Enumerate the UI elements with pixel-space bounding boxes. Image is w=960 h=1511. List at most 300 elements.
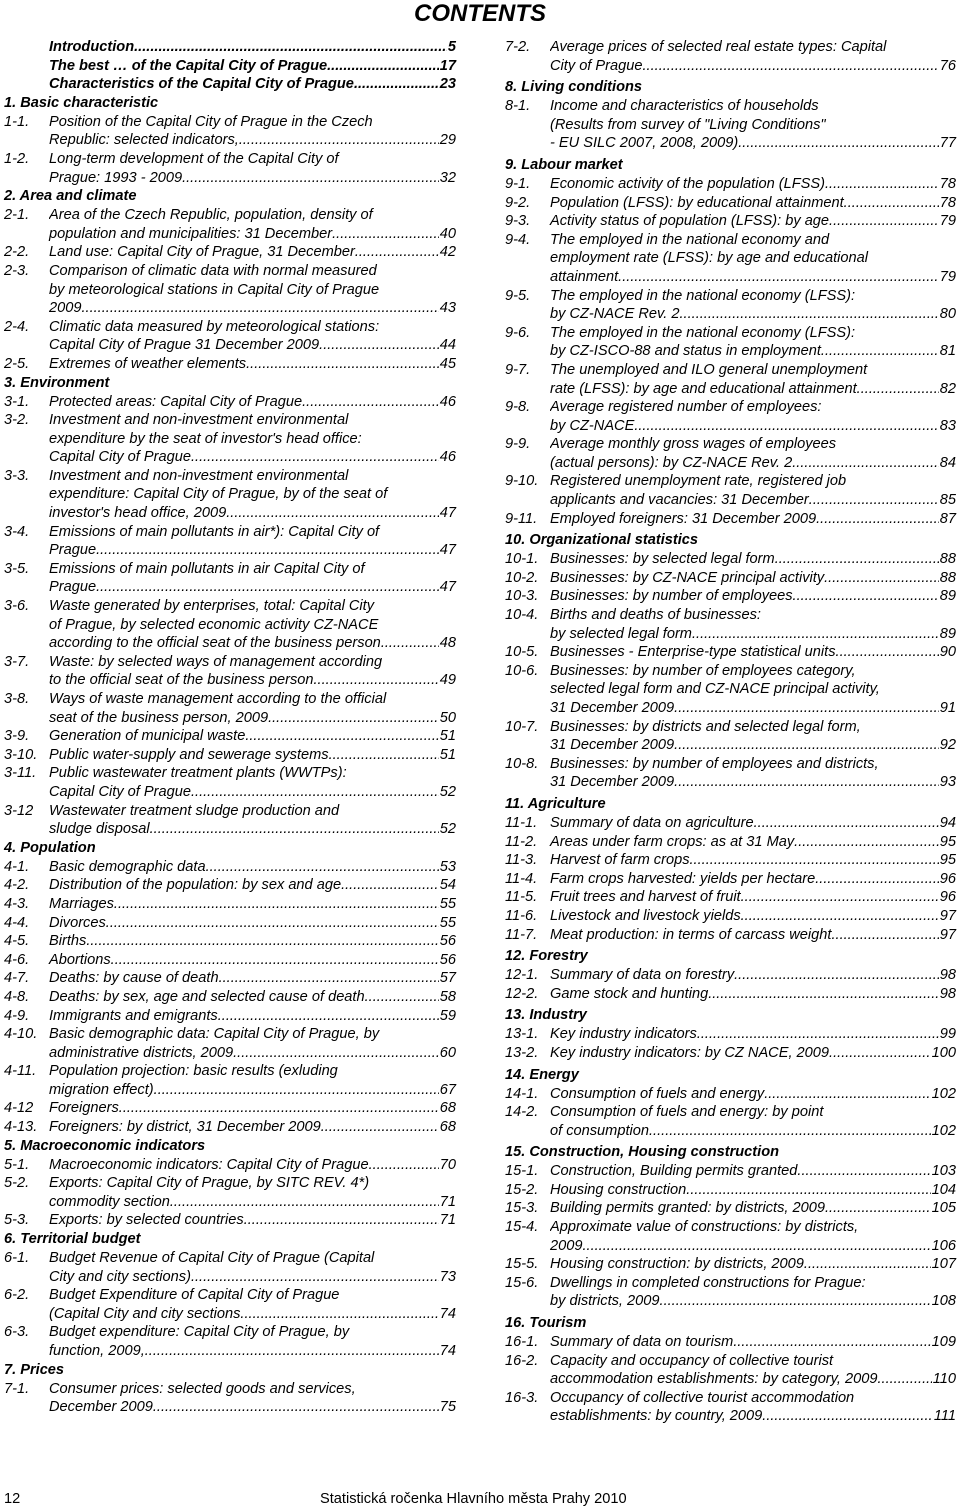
toc-entry[interactable] — [4, 895, 456, 914]
dot-leader — [319, 336, 439, 355]
toc-entry[interactable] — [505, 833, 956, 852]
page-number: 32 — [439, 169, 456, 186]
entry-title-text: Businesses: by CZ-NACE principal activity — [550, 569, 825, 586]
entry-title-line: of Prague, by selected economic activity CZ-NACE — [49, 616, 379, 633]
dot-leader — [754, 814, 939, 833]
entry-title-line — [550, 699, 956, 718]
page-number: 85 — [939, 492, 956, 509]
toc-entry[interactable] — [4, 393, 456, 412]
entry-title-line — [49, 225, 456, 244]
toc-entry[interactable] — [505, 926, 956, 945]
toc-entry[interactable] — [4, 1286, 456, 1323]
toc-entry[interactable] — [4, 1025, 456, 1062]
toc-entry[interactable] — [505, 755, 956, 792]
toc-entry[interactable] — [4, 113, 456, 150]
entry-title-line — [550, 1181, 956, 1200]
toc-entry[interactable] — [4, 1007, 456, 1026]
toc-entry[interactable] — [4, 914, 456, 933]
entry-title-line — [49, 243, 456, 262]
entry-number: 9-10. — [505, 473, 539, 490]
dot-leader — [674, 736, 939, 755]
dot-leader — [246, 355, 439, 374]
dot-leader — [741, 888, 939, 907]
toc-entry[interactable] — [505, 361, 956, 398]
dot-leader — [857, 380, 939, 399]
toc-entry[interactable] — [505, 1255, 956, 1274]
entry-title-line — [550, 851, 956, 870]
entry-body — [550, 194, 956, 213]
toc-entry[interactable] — [505, 870, 956, 889]
entry-title-line — [49, 932, 456, 951]
entry-title-text: Population (LFSS): by educational attainment — [550, 194, 844, 211]
entry-number: 6-1. — [4, 1250, 30, 1267]
toc-entry[interactable] — [505, 966, 956, 985]
toc-entry[interactable] — [4, 802, 456, 839]
entry-body — [49, 1062, 456, 1099]
toc-entry[interactable] — [4, 858, 456, 877]
entry-body — [550, 1389, 956, 1426]
entry-number: 5-2. — [4, 1175, 30, 1192]
entry-title-line — [49, 1342, 456, 1361]
toc-entry[interactable] — [505, 435, 956, 472]
page-number: 82 — [939, 380, 956, 397]
entry-title-line — [49, 1305, 456, 1324]
page-number: 89 — [939, 625, 956, 642]
entry-title-text: according to the official seat of the business person — [49, 635, 381, 652]
page-number: 47 — [439, 579, 456, 596]
page-number: 73 — [439, 1268, 456, 1285]
toc-entry[interactable] — [4, 560, 456, 597]
toc-entry[interactable] — [505, 1044, 956, 1063]
dot-leader — [664, 1292, 931, 1311]
page-number: 51 — [439, 728, 456, 745]
entry-body — [49, 57, 456, 76]
entry-title-text: by districts, 2009. — [550, 1293, 664, 1310]
entry-title-line — [49, 504, 456, 523]
entry-number: 3-1. — [4, 393, 30, 410]
entry-title-line: Position of the Capital City of Prague in the Czech — [49, 113, 373, 130]
entry-number: 10-7. — [505, 718, 539, 735]
entry-body — [550, 435, 956, 472]
toc-entry[interactable] — [505, 1389, 956, 1426]
entry-title-text: Exports: by selected countries — [49, 1212, 244, 1229]
entry-number: 1-1. — [4, 113, 30, 130]
entry-title-line — [49, 1007, 456, 1026]
toc-entry[interactable] — [4, 411, 456, 467]
entry-number: 11-6. — [505, 907, 538, 924]
entry-body — [550, 1352, 956, 1389]
page-number: 23 — [439, 76, 456, 93]
entry-title-line — [49, 448, 456, 467]
toc-entry[interactable] — [4, 1211, 456, 1230]
entry-body — [550, 888, 956, 907]
entry-number: 3-3. — [4, 467, 30, 484]
entry-title-line: Investment and non-investment environmental — [49, 467, 349, 484]
entry-title-line — [550, 1162, 956, 1181]
entry-title-text: applicants and vacancies: 31 December — [550, 492, 809, 509]
section-heading: 10. Organizational statistics — [505, 532, 699, 549]
page-number: 100 — [931, 1044, 956, 1061]
dot-leader — [327, 57, 439, 76]
entry-title-line — [49, 1193, 456, 1212]
entry-number: 3-5. — [4, 560, 30, 577]
toc-entry[interactable] — [505, 1218, 956, 1255]
toc-entry[interactable] — [4, 1380, 456, 1417]
entry-title-text: migration effect) — [49, 1081, 154, 1098]
toc-entry[interactable] — [505, 907, 956, 926]
entry-body — [49, 1118, 456, 1137]
toc-entry[interactable] — [505, 1352, 956, 1389]
toc-entry[interactable] — [505, 814, 956, 833]
entry-body — [550, 985, 956, 1004]
toc-entry[interactable] — [4, 523, 456, 560]
toc-entry[interactable] — [505, 231, 956, 287]
toc-entry[interactable] — [505, 569, 956, 588]
section-heading: 7. Prices — [4, 1361, 65, 1378]
toc-entry[interactable] — [505, 324, 956, 361]
entry-title-text: 31 December 2009 — [550, 737, 675, 754]
dot-leader — [642, 57, 938, 76]
dot-leader — [649, 1122, 931, 1141]
entry-number: 9-7. — [505, 361, 531, 378]
entry-title-text: Summary of data on tourism — [550, 1334, 734, 1351]
entry-body — [49, 653, 456, 690]
page-number: 56 — [439, 951, 456, 968]
toc-entry[interactable] — [505, 510, 956, 529]
toc-entry[interactable] — [4, 150, 456, 187]
page-number: 98 — [939, 967, 956, 984]
page-number: 68 — [439, 1100, 456, 1117]
entry-number: 2-4. — [4, 318, 30, 335]
toc-entry[interactable] — [4, 1118, 456, 1137]
toc-entry[interactable] — [4, 1156, 456, 1175]
entry-body — [550, 1085, 956, 1104]
toc-entry[interactable] — [4, 262, 456, 318]
entry-number: 4-11. — [4, 1063, 37, 1080]
dot-leader — [686, 1181, 930, 1200]
dot-leader — [354, 75, 439, 94]
entry-title-line — [49, 57, 456, 76]
toc-entry[interactable] — [505, 643, 956, 662]
entry-title-line — [49, 727, 456, 746]
toc-entry[interactable] — [505, 287, 956, 324]
entry-title-line — [550, 1044, 956, 1063]
dot-leader — [106, 914, 439, 933]
entry-title-line: Consumption of fuels and energy: by point — [550, 1104, 824, 1121]
entry-title-line — [49, 914, 456, 933]
toc-entry[interactable] — [4, 206, 456, 243]
toc-entry[interactable] — [4, 318, 456, 355]
toc-entry[interactable] — [4, 932, 456, 951]
entry-body — [550, 398, 956, 435]
entry-number: 4-6. — [4, 951, 30, 968]
entry-body — [49, 1007, 456, 1026]
page-number: 97 — [939, 926, 956, 943]
toc-entry[interactable] — [4, 355, 456, 374]
entry-title-line — [550, 1255, 956, 1274]
entry-number: 16-2. — [505, 1352, 539, 1369]
entry-number: 4-8. — [4, 988, 30, 1005]
toc-entry[interactable] — [4, 57, 456, 76]
entry-title-text: Housing construction — [550, 1181, 687, 1198]
entry-title-line — [550, 1370, 956, 1389]
dot-leader — [114, 895, 439, 914]
entry-number: 11-4. — [505, 870, 538, 887]
toc-entry[interactable] — [505, 587, 956, 606]
entry-title-text: Divorces — [49, 914, 106, 931]
page-number: 60 — [439, 1044, 456, 1061]
entry-title-text: Livestock and livestock yields — [550, 907, 741, 924]
entry-number: 9-6. — [505, 324, 531, 341]
entry-title-text: Deaths: by sex, age and selected cause of death — [49, 988, 365, 1005]
entry-title-line: Ways of waste management according to the official — [49, 691, 387, 707]
entry-number: 4-12 — [4, 1100, 34, 1117]
entry-number: 10-8. — [505, 755, 539, 772]
entry-number: 7-2. — [505, 39, 531, 55]
entry-title-text: attainment — [550, 268, 619, 285]
entry-title-line: Budget Revenue of Capital City of Prague (Capital — [49, 1250, 375, 1267]
section-heading: 12. Forestry — [505, 948, 588, 965]
entry-body — [49, 318, 456, 355]
section-heading: 8. Living conditions — [505, 79, 643, 96]
entry-title-text: Summary of data on agriculture — [550, 814, 754, 831]
page-number: 102 — [931, 1122, 956, 1139]
entry-body — [49, 206, 456, 243]
entry-number: 9-1. — [505, 175, 531, 192]
toc-entry[interactable] — [505, 472, 956, 509]
entry-title-line — [49, 1268, 456, 1287]
toc-entry[interactable] — [505, 1162, 956, 1181]
entry-body — [550, 833, 956, 852]
toc-entry[interactable] — [4, 1323, 456, 1360]
page-number: 109 — [931, 1334, 956, 1351]
entry-number: 10-2. — [505, 569, 539, 586]
page-number: 70 — [439, 1156, 456, 1173]
entry-number: 13-1. — [505, 1026, 539, 1043]
toc-entry[interactable] — [4, 988, 456, 1007]
toc-entry[interactable] — [505, 175, 956, 194]
entry-body — [49, 746, 456, 765]
toc-entry[interactable] — [505, 1103, 956, 1140]
toc-entry[interactable] — [4, 764, 456, 801]
entry-title-line — [550, 1199, 956, 1218]
toc-entry[interactable] — [505, 1025, 956, 1044]
entry-number: 12-1. — [505, 967, 539, 984]
entry-title-line: Businesses: by number of employees and districts, — [550, 755, 879, 772]
entry-title-line — [550, 587, 956, 606]
entry-title-line: Population projection: basic results (exluding — [49, 1063, 338, 1080]
entry-title-line: Investment and non-investment environmental — [49, 412, 349, 429]
dot-leader — [191, 448, 439, 467]
toc-column-right — [505, 38, 956, 1426]
dot-leader — [825, 1199, 931, 1218]
entry-title-line: Wastewater treatment sludge production and — [49, 802, 340, 819]
entry-title-text: population and municipalities: 31 December — [49, 225, 333, 242]
entry-number: 11-7. — [505, 926, 538, 943]
entry-title-line — [49, 988, 456, 1007]
entry-title-text: December 2009 — [49, 1399, 153, 1416]
entry-title-text: Introduction — [49, 39, 135, 55]
entry-title-line — [550, 134, 956, 153]
toc-entry[interactable] — [505, 38, 956, 75]
entry-title-text: Businesses: by selected legal form — [550, 551, 775, 568]
entry-number: 8-1. — [505, 98, 531, 115]
entry-title-line — [550, 736, 956, 755]
entry-title-text: 31 December 2009 — [550, 700, 675, 716]
entry-title-text: Businesses - Enterprise-type statistical units — [550, 644, 836, 661]
entry-title-line — [550, 833, 956, 852]
page-number: 102 — [931, 1085, 956, 1102]
page-number: 96 — [939, 870, 956, 887]
entry-title-line: Budget expenditure: Capital City of Prague, by — [49, 1324, 350, 1341]
page-number: 97 — [939, 907, 956, 924]
entry-number: 3-6. — [4, 598, 30, 615]
entry-title-text: Prague — [49, 579, 97, 596]
entry-title-line — [49, 895, 456, 914]
entry-body — [49, 895, 456, 914]
dot-leader — [775, 550, 939, 569]
entry-body — [550, 472, 956, 509]
dot-leader — [244, 1211, 439, 1230]
entry-title-text: Foreigners: by district, 31 December 2009 — [49, 1119, 321, 1136]
toc-entry[interactable] — [505, 606, 956, 643]
page-number: 91 — [939, 700, 956, 716]
page-number: 56 — [439, 933, 456, 950]
toc-entry[interactable] — [4, 1062, 456, 1099]
section-heading: 3. Environment — [4, 374, 110, 391]
toc-entry[interactable] — [4, 690, 456, 727]
toc-entry[interactable] — [505, 97, 956, 153]
page-number: 96 — [939, 889, 956, 906]
entry-title-text: rate (LFSS): by age and educational attainment — [550, 380, 857, 397]
toc-entry[interactable] — [4, 727, 456, 746]
toc-entry[interactable] — [505, 398, 956, 435]
page-number: 111 — [933, 1408, 956, 1425]
page-number: 99 — [939, 1026, 956, 1043]
entry-number: 9-11. — [505, 510, 538, 527]
page-number: 5 — [447, 39, 456, 55]
page-number: 44 — [439, 337, 456, 354]
toc-entry[interactable] — [505, 1085, 956, 1104]
entry-title-text: to the official seat of the business person — [49, 672, 314, 689]
toc-entry[interactable] — [505, 718, 956, 755]
entry-title-line — [550, 888, 956, 907]
toc-entry[interactable] — [505, 662, 956, 718]
toc-entry[interactable] — [4, 467, 456, 523]
dot-leader — [738, 134, 939, 153]
dot-leader — [170, 1193, 439, 1212]
toc-entry[interactable] — [505, 1274, 956, 1311]
toc-entry[interactable] — [4, 75, 456, 94]
dot-leader — [796, 454, 938, 473]
toc-entry[interactable] — [4, 1099, 456, 1118]
entry-title-line — [550, 1407, 956, 1426]
entry-title-line — [49, 1044, 456, 1063]
toc-entry[interactable] — [4, 38, 456, 57]
entry-title-line — [550, 268, 956, 287]
entry-title-text: Fruit trees and harvest of fruit — [550, 889, 741, 906]
dot-leader — [302, 393, 439, 412]
entry-title-line — [550, 773, 956, 792]
entry-number: 6-3. — [4, 1324, 30, 1341]
page-number: 93 — [939, 774, 956, 791]
toc-entry[interactable] — [505, 1181, 956, 1200]
entry-title-text: Characteristics of the Capital City of Prague — [49, 76, 354, 93]
entry-title-line — [550, 417, 956, 436]
entry-title-line: Public wastewater treatment plants (WWTPs): — [49, 765, 347, 782]
entry-title-text: Building permits granted: by districts, 2009 — [550, 1200, 825, 1217]
page-number: 80 — [939, 306, 956, 323]
entry-title-line — [550, 907, 956, 926]
entry-title-line — [49, 1081, 456, 1100]
dot-leader — [844, 194, 939, 213]
entry-body — [49, 764, 456, 801]
toc-entry[interactable] — [505, 1333, 956, 1352]
toc-entry[interactable] — [505, 888, 956, 907]
page-number: 48 — [439, 635, 456, 652]
toc-entry[interactable] — [505, 212, 956, 231]
entry-number: 4-10. — [4, 1026, 38, 1043]
toc-entry[interactable] — [4, 876, 456, 895]
entry-number: 15-1. — [505, 1163, 539, 1180]
dot-leader — [233, 1044, 439, 1063]
dot-leader — [582, 1237, 930, 1256]
toc-entry[interactable] — [505, 851, 956, 870]
entry-title-text: Capital City of Prague 31 December 2009 — [49, 337, 320, 354]
dot-leader — [829, 212, 939, 231]
dot-leader — [381, 634, 439, 653]
entry-title-text: 2009 — [49, 300, 82, 317]
entry-body — [550, 97, 956, 153]
dot-leader — [809, 491, 939, 510]
entry-number: 4-3. — [4, 895, 30, 912]
entry-number: 3-9. — [4, 728, 30, 745]
entry-number: 11-3. — [505, 852, 538, 869]
entry-title-line — [49, 746, 456, 765]
entry-title-text: 2009 — [550, 1237, 583, 1254]
entry-number: 16-1. — [505, 1334, 539, 1351]
dot-leader — [329, 746, 439, 765]
toc-entry[interactable] — [505, 1199, 956, 1218]
toc-entry[interactable] — [4, 597, 456, 653]
dot-leader — [674, 773, 939, 792]
entry-title-text: Deaths: by cause of death — [49, 970, 219, 987]
entry-body — [550, 1199, 956, 1218]
page-number: 94 — [939, 814, 956, 831]
toc-entry[interactable] — [505, 550, 956, 569]
toc-entry[interactable] — [4, 243, 456, 262]
toc-entry[interactable] — [4, 1174, 456, 1211]
toc-entry[interactable] — [4, 1249, 456, 1286]
entry-body — [49, 1380, 456, 1417]
toc-entry[interactable] — [4, 951, 456, 970]
dot-leader — [321, 1118, 439, 1137]
entry-body — [49, 262, 456, 318]
entry-body — [49, 858, 456, 877]
entry-title-line — [49, 1099, 456, 1118]
entry-number: 11-2. — [505, 833, 538, 850]
entry-title-line: Waste generated by enterprises, total: Capital City — [49, 598, 375, 615]
toc-entry[interactable] — [505, 194, 956, 213]
toc-entry[interactable] — [4, 653, 456, 690]
entry-body — [49, 411, 456, 467]
toc-entry[interactable] — [505, 985, 956, 1004]
entry-title-line: by meteorological stations in Capital City of Prague — [49, 281, 380, 298]
toc-entry[interactable] — [4, 969, 456, 988]
toc-entry[interactable] — [4, 746, 456, 765]
dot-leader — [815, 870, 939, 889]
entry-body — [49, 727, 456, 746]
